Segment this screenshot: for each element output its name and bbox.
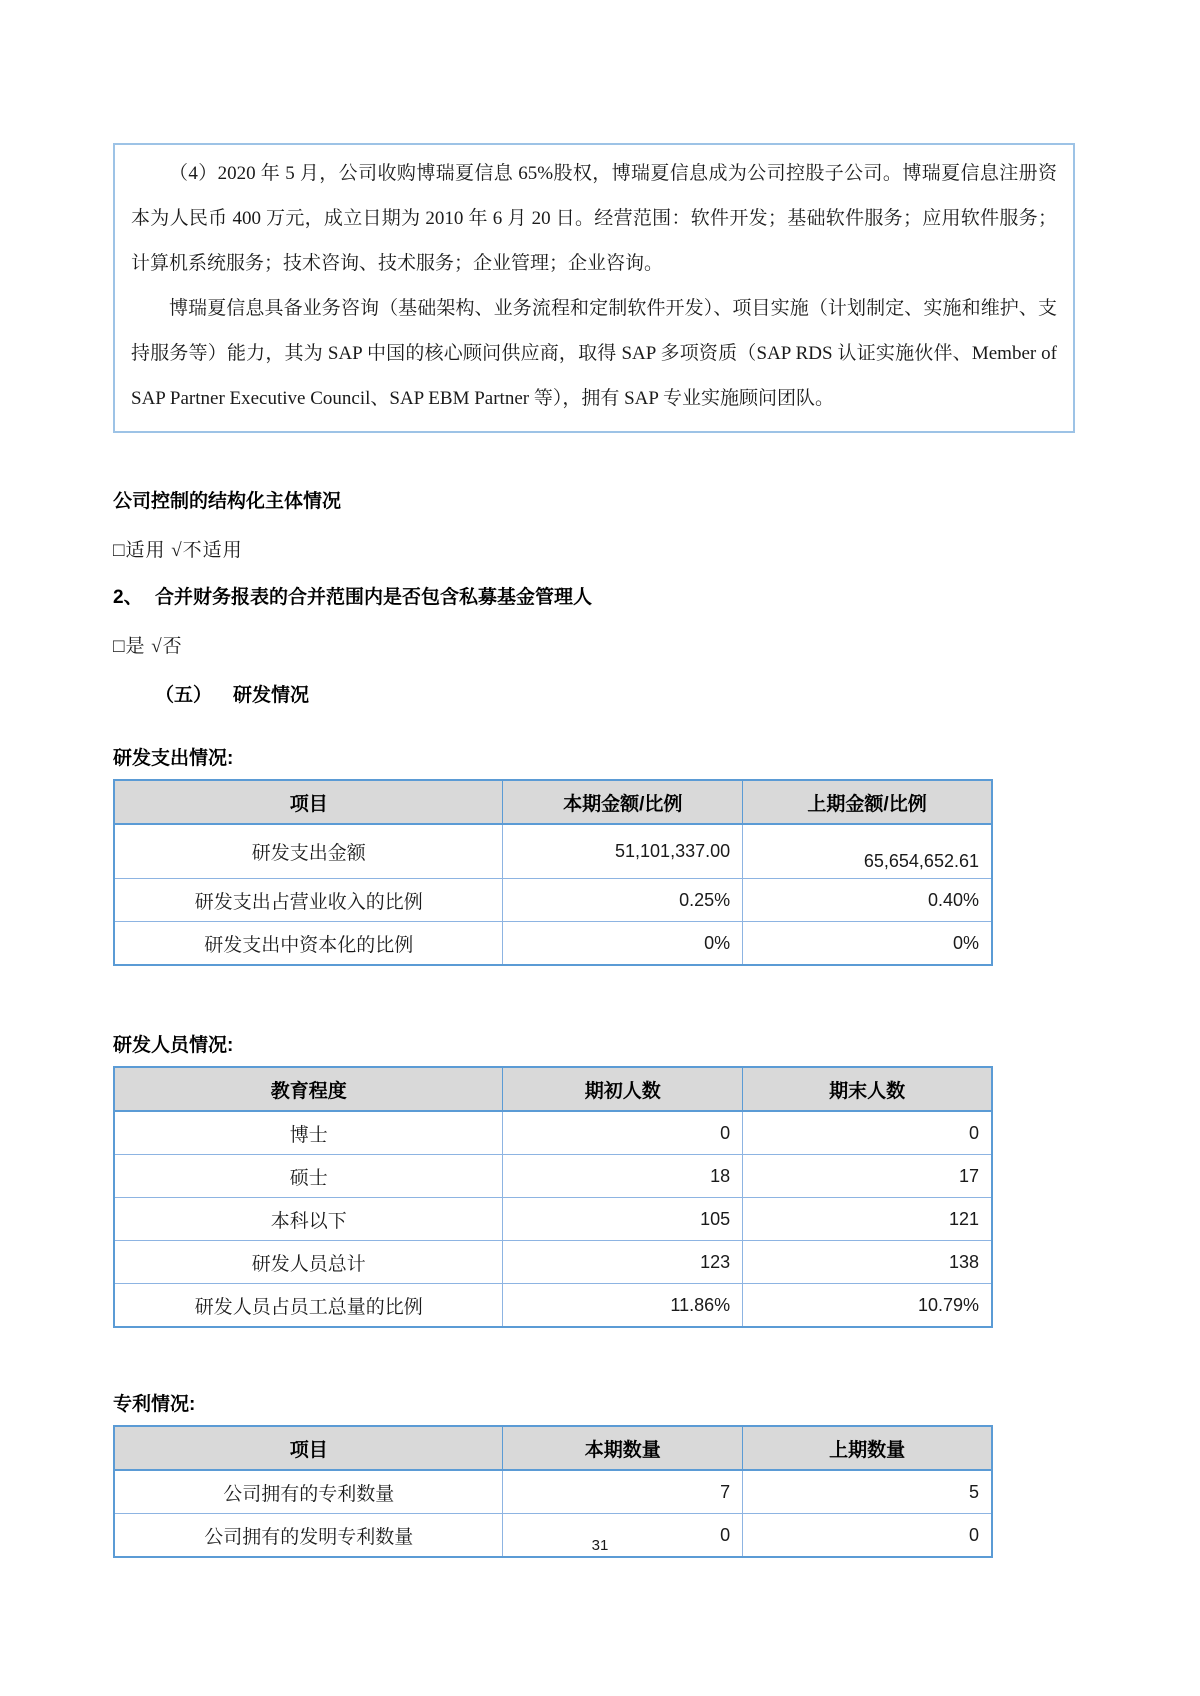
- section5-number: （五）: [155, 685, 213, 707]
- table-cell-label: 硕士: [114, 1155, 503, 1198]
- rd-personnel-caption: 研发人员情况:: [113, 1035, 234, 1057]
- table-header-cell: 本期金额/比例: [503, 780, 743, 824]
- table-header-cell: 本期数量: [503, 1426, 743, 1470]
- item2-number: 2、: [113, 587, 143, 609]
- table-cell-value: 105: [503, 1198, 743, 1241]
- table-cell-value: 0%: [743, 922, 992, 966]
- table-header-cell: 上期金额/比例: [743, 780, 992, 824]
- table-row: [114, 1198, 992, 1241]
- table-cell-value: 51,101,337.00: [503, 824, 743, 879]
- table-row: [114, 824, 992, 879]
- table-cell-value: 7: [503, 1470, 743, 1514]
- table-header-row: [114, 1067, 992, 1111]
- rd-expenditure-section: [113, 743, 1075, 966]
- item2-heading-text: 合并财务报表的合并范围内是否包含私募基金管理人: [155, 587, 593, 609]
- table-cell-value: 123: [503, 1241, 743, 1284]
- table-cell-label: 研发支出占营业收入的比例: [114, 879, 503, 922]
- table-row: [114, 879, 992, 922]
- subsidiary-description-box: [113, 143, 1075, 433]
- table-cell-label: 研发支出金额: [114, 824, 503, 879]
- structured-entity-heading: 公司控制的结构化主体情况: [113, 491, 342, 513]
- table-row: [114, 1111, 992, 1155]
- table-cell-value: 0: [503, 1111, 743, 1155]
- rd-expenditure-caption: 研发支出情况:: [113, 748, 234, 770]
- table-cell-label: 公司拥有的专利数量: [114, 1470, 503, 1514]
- structured-entity-choice: □适用 √不适用: [113, 540, 243, 562]
- table-row: [114, 922, 992, 966]
- table-cell-value: 17: [743, 1155, 992, 1198]
- patent-section: [113, 1389, 1075, 1558]
- table-header-cell: 上期数量: [743, 1426, 992, 1470]
- table-header-cell: 期末人数: [743, 1067, 992, 1111]
- table-cell-value: 0%: [503, 922, 743, 966]
- table-cell-value: 10.79%: [743, 1284, 992, 1328]
- table-header-cell: 项目: [114, 780, 503, 824]
- page-number: 31: [591, 1537, 609, 1554]
- page-content: [113, 143, 1075, 1558]
- rd-personnel-section: [113, 1030, 1075, 1328]
- table-cell-value: 0.40%: [743, 879, 992, 922]
- table-cell-label: 博士: [114, 1111, 503, 1155]
- table-cell-label: 本科以下: [114, 1198, 503, 1241]
- table-header-cell: 教育程度: [114, 1067, 503, 1111]
- table-cell-label: 公司拥有的发明专利数量: [114, 1514, 503, 1558]
- table-cell-value: 0: [743, 1111, 992, 1155]
- table-cell-value: 5: [743, 1470, 992, 1514]
- table-row: [114, 1284, 992, 1328]
- table-cell-label: 研发人员总计: [114, 1241, 503, 1284]
- table-cell-value: 18: [503, 1155, 743, 1198]
- table-cell-value: 0: [503, 1514, 743, 1558]
- table-cell-label: 研发人员占员工总量的比例: [114, 1284, 503, 1328]
- table-header-cell: 项目: [114, 1426, 503, 1470]
- table-cell-value: 138: [743, 1241, 992, 1284]
- section5-heading-text: 研发情况: [233, 685, 310, 707]
- paragraph-capabilities: 博瑞夏信息具备业务咨询（基础架构、业务流程和定制软件开发）、项目实施（计划制定、实施和维护、支持服务等）能力，其为 SAP 中国的核心顾问供应商，取得 SAP 多项资质（SAP RDS 认证实施伙伴、Member of SAP Partner Executive Council、SAP EBM Partner 等），拥有 SAP 专业实施顾问团队。: [131, 298, 1057, 410]
- table-cell-value: 121: [743, 1198, 992, 1241]
- table-header-cell: 期初人数: [503, 1067, 743, 1111]
- table-row: [114, 1241, 992, 1284]
- rd-personnel-table: [113, 1066, 993, 1328]
- table-row: [114, 1155, 992, 1198]
- table-cell-value: 0.25%: [503, 879, 743, 922]
- table-cell-value: 11.86%: [503, 1284, 743, 1328]
- item2-choice: □是 √否: [113, 636, 183, 658]
- paragraph-acquisition: （4）2020 年 5 月，公司收购博瑞夏信息 65%股权，博瑞夏信息成为公司控股子公司。博瑞夏信息注册资本为人民币 400 万元，成立日期为 2010 年 6 月 20 日。经营范围：软件开发；基础软件服务；应用软件服务；计算机系统服务；技术咨询、技术服务；企业管理；企业咨询。: [131, 163, 1057, 275]
- section5-heading: [113, 680, 1075, 707]
- item2-heading: [113, 582, 1075, 609]
- table-header-row: [114, 780, 992, 824]
- patent-caption: 专利情况:: [113, 1394, 196, 1416]
- table-header-row: [114, 1426, 992, 1470]
- table-cell-value: 65,654,652.61: [743, 824, 992, 879]
- rd-expenditure-table: [113, 779, 993, 966]
- table-cell-label: 研发支出中资本化的比例: [114, 922, 503, 966]
- table-cell-value: 0: [743, 1514, 992, 1558]
- table-row: [114, 1470, 992, 1514]
